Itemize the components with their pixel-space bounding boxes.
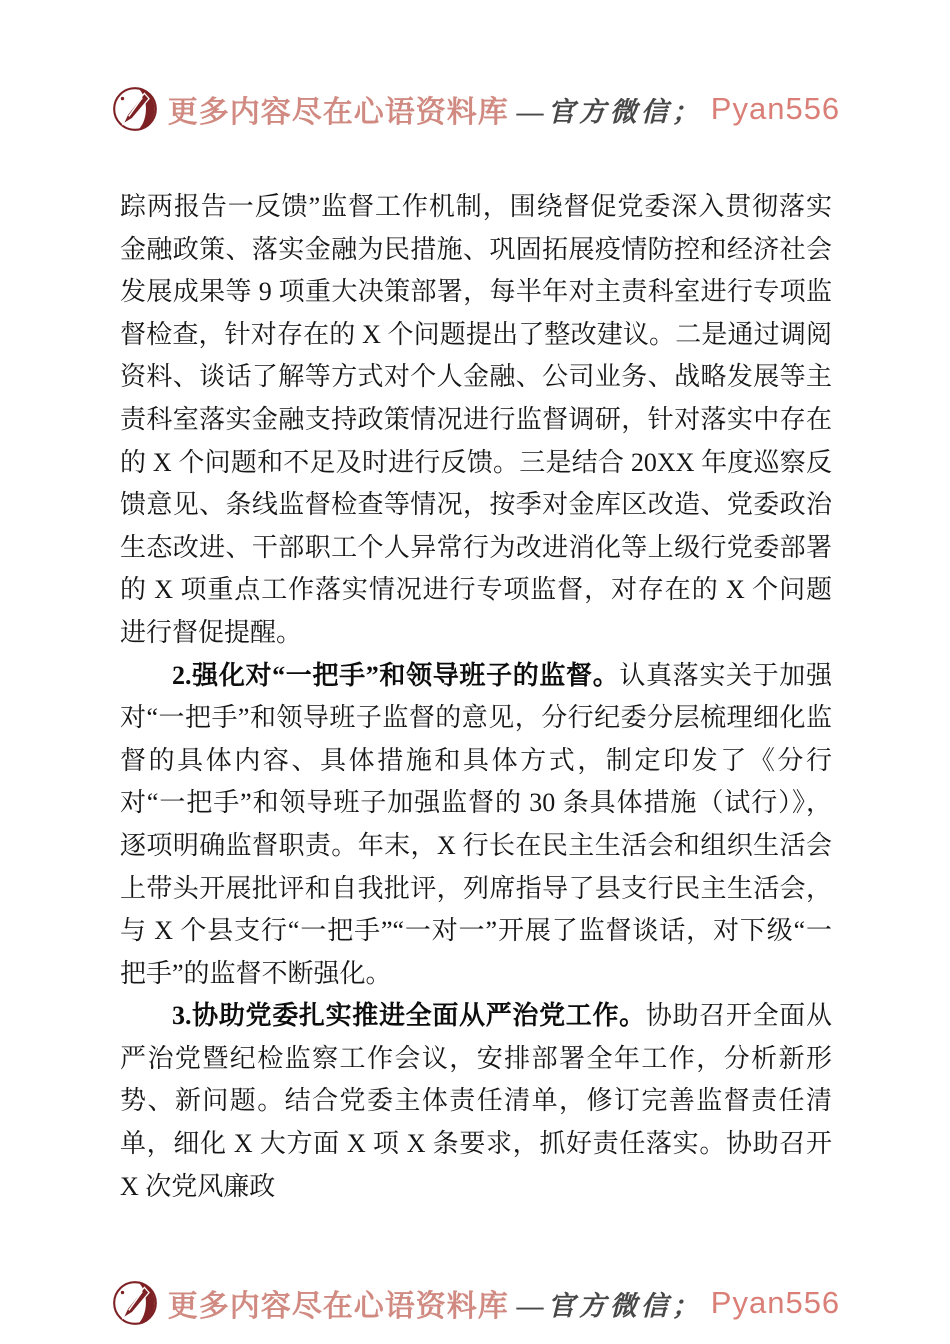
paragraph-text: 认真落实关于加强对“一把手”和领导班子监督的意见，分行纪委分层梳理细化监督的具体内容、具体措施和具体方式，制定印发了《分行对“一把手”和领导班子加强监督的 30 条具体措施（试行）》，逐项明确监督职责。年末，X 行长在民主生活会和组织生活会上带头开展批评和自我批评，列席指导了县支行民主生活会，与 X 个县支行“一把手”“一对一”开展了监督谈话，对下级“一把手”的监督不断强化。 bbox=[120, 660, 832, 988]
pen-nib-circle-icon bbox=[110, 84, 160, 134]
body-paragraph-3 bbox=[120, 995, 832, 1208]
wechat-label: —官方微信； bbox=[516, 1290, 703, 1321]
body-paragraph-2 bbox=[120, 655, 832, 996]
wechat-label: —官方微信； bbox=[516, 96, 703, 127]
footer-watermark bbox=[0, 1278, 950, 1328]
paragraph-lead: 3.协助党委扎实推进全面从严治党工作。 bbox=[172, 1001, 646, 1031]
brand-text: 更多内容尽在心语资料库 bbox=[167, 96, 509, 129]
brand-text: 更多内容尽在心语资料库 bbox=[167, 1290, 509, 1323]
paragraph-lead: 2.强化对“一把手”和领导班子的监督。 bbox=[172, 660, 620, 690]
header-watermark bbox=[0, 84, 950, 134]
pen-nib-circle-icon bbox=[110, 1278, 160, 1328]
wechat-id: Pyan556 bbox=[710, 91, 841, 126]
body-paragraph-1 bbox=[120, 186, 832, 655]
paragraph-text: 协助召开全面从严治党暨纪检监察工作会议，安排部署全年工作，分析新形势、新问题。结合党委主体责任清单，修订完善监督责任清单，细化 X 大方面 X 项 X 条要求，抓好责任落实。协助召开 X 次党风廉政 bbox=[120, 1001, 832, 1201]
wechat-id: Pyan556 bbox=[710, 1285, 841, 1320]
document-body bbox=[120, 186, 832, 1208]
paragraph-text: 踪两报告一反馈”监督工作机制，围绕督促党委深入贯彻落实金融政策、落实金融为民措施、巩固拓展疫情防控和经济社会发展成果等 9 项重大决策部署，每半年对主责科室进行专项监督检查，针对存在的 X 个问题提出了整改建议。二是通过调阅资料、谈话了解等方式对个人金融、公司业务、战略发展等主责科室落实金融支持政策情况进行监督调研，针对落实中存在的 X 个问题和不足及时进行反馈。三是结合 20XX 年度巡察反馈意见、条线监督检查等情况，按季对金库区改造、党委政治生态改进、干部职工个人异常行为改进消化等上级行党委部署的 X 项重点工作落实情况进行专项监督，对存在的 X 个问题进行督促提醒。 bbox=[120, 192, 832, 647]
